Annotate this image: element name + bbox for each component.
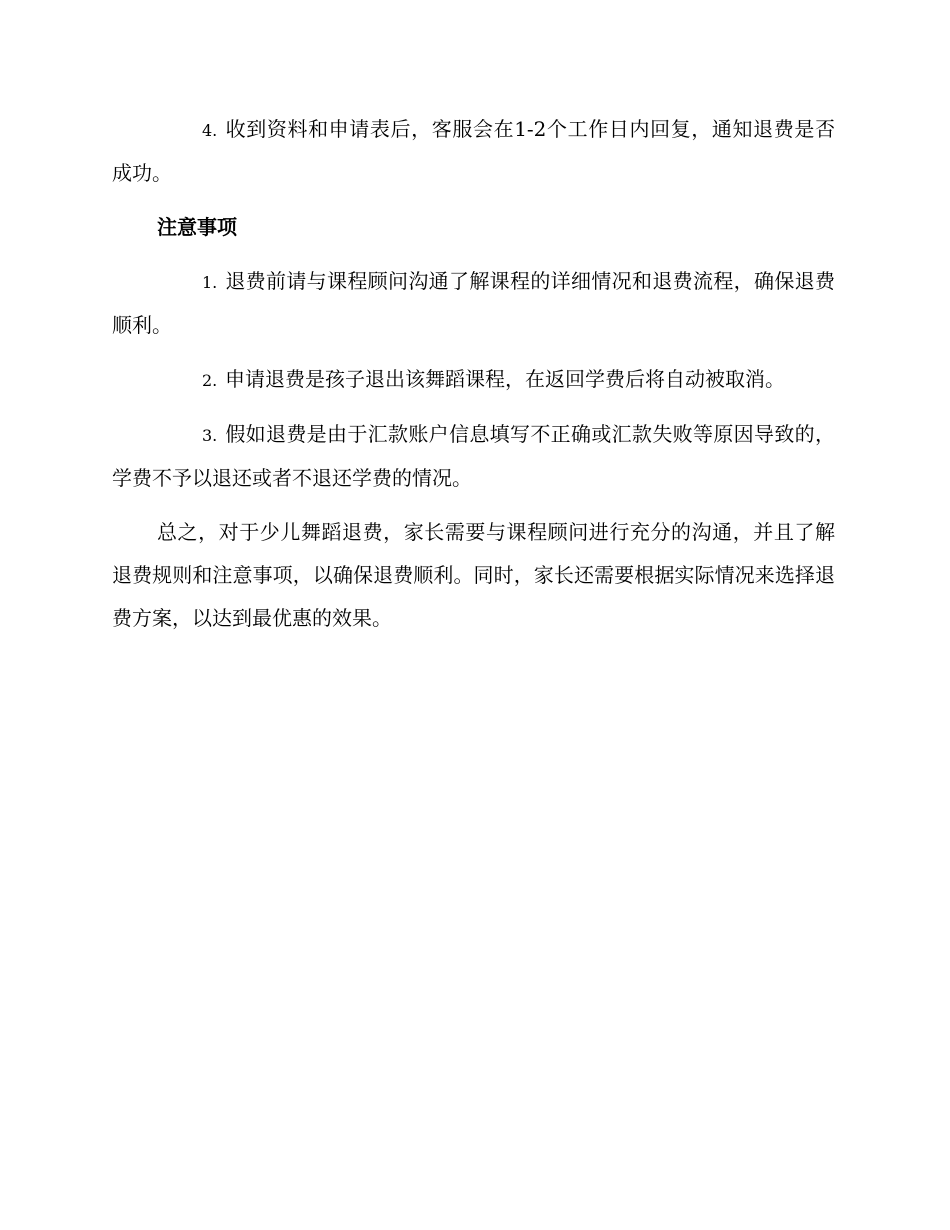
list-item-number: 1. bbox=[202, 273, 218, 292]
list-item-number: 3. bbox=[202, 426, 218, 445]
list-item-text: 申请退费是孩子退出该舞蹈课程，在返回学费后将自动被取消。 bbox=[225, 367, 785, 391]
list-item-text: 假如退费是由于汇款账户信息填写不正确或汇款失败等原因导致的，学费不予以退还或者不退还学费的情况。 bbox=[112, 422, 835, 490]
list-item-number: 2. bbox=[202, 371, 218, 390]
list-item bbox=[112, 108, 835, 195]
list-item bbox=[112, 260, 835, 347]
list-item bbox=[112, 358, 835, 402]
document-body bbox=[112, 108, 835, 651]
conclusion-paragraph: 总之，对于少儿舞蹈退费，家长需要与课程顾问进行充分的沟通，并且了解退费规则和注意事项，以确保退费顺利。同时，家长还需要根据实际情况来选择退费方案，以达到最优惠的效果。 bbox=[112, 520, 835, 630]
list-item-text: 退费前请与课程顾问沟通了解课程的详细情况和退费流程，确保退费顺利。 bbox=[112, 269, 835, 337]
list-item-number: 4. bbox=[202, 121, 218, 140]
list-item bbox=[112, 413, 835, 500]
section-heading: 注意事项 bbox=[157, 215, 237, 239]
list-item-text: 收到资料和申请表后，客服会在1-2个工作日内回复，通知退费是否成功。 bbox=[112, 117, 835, 185]
